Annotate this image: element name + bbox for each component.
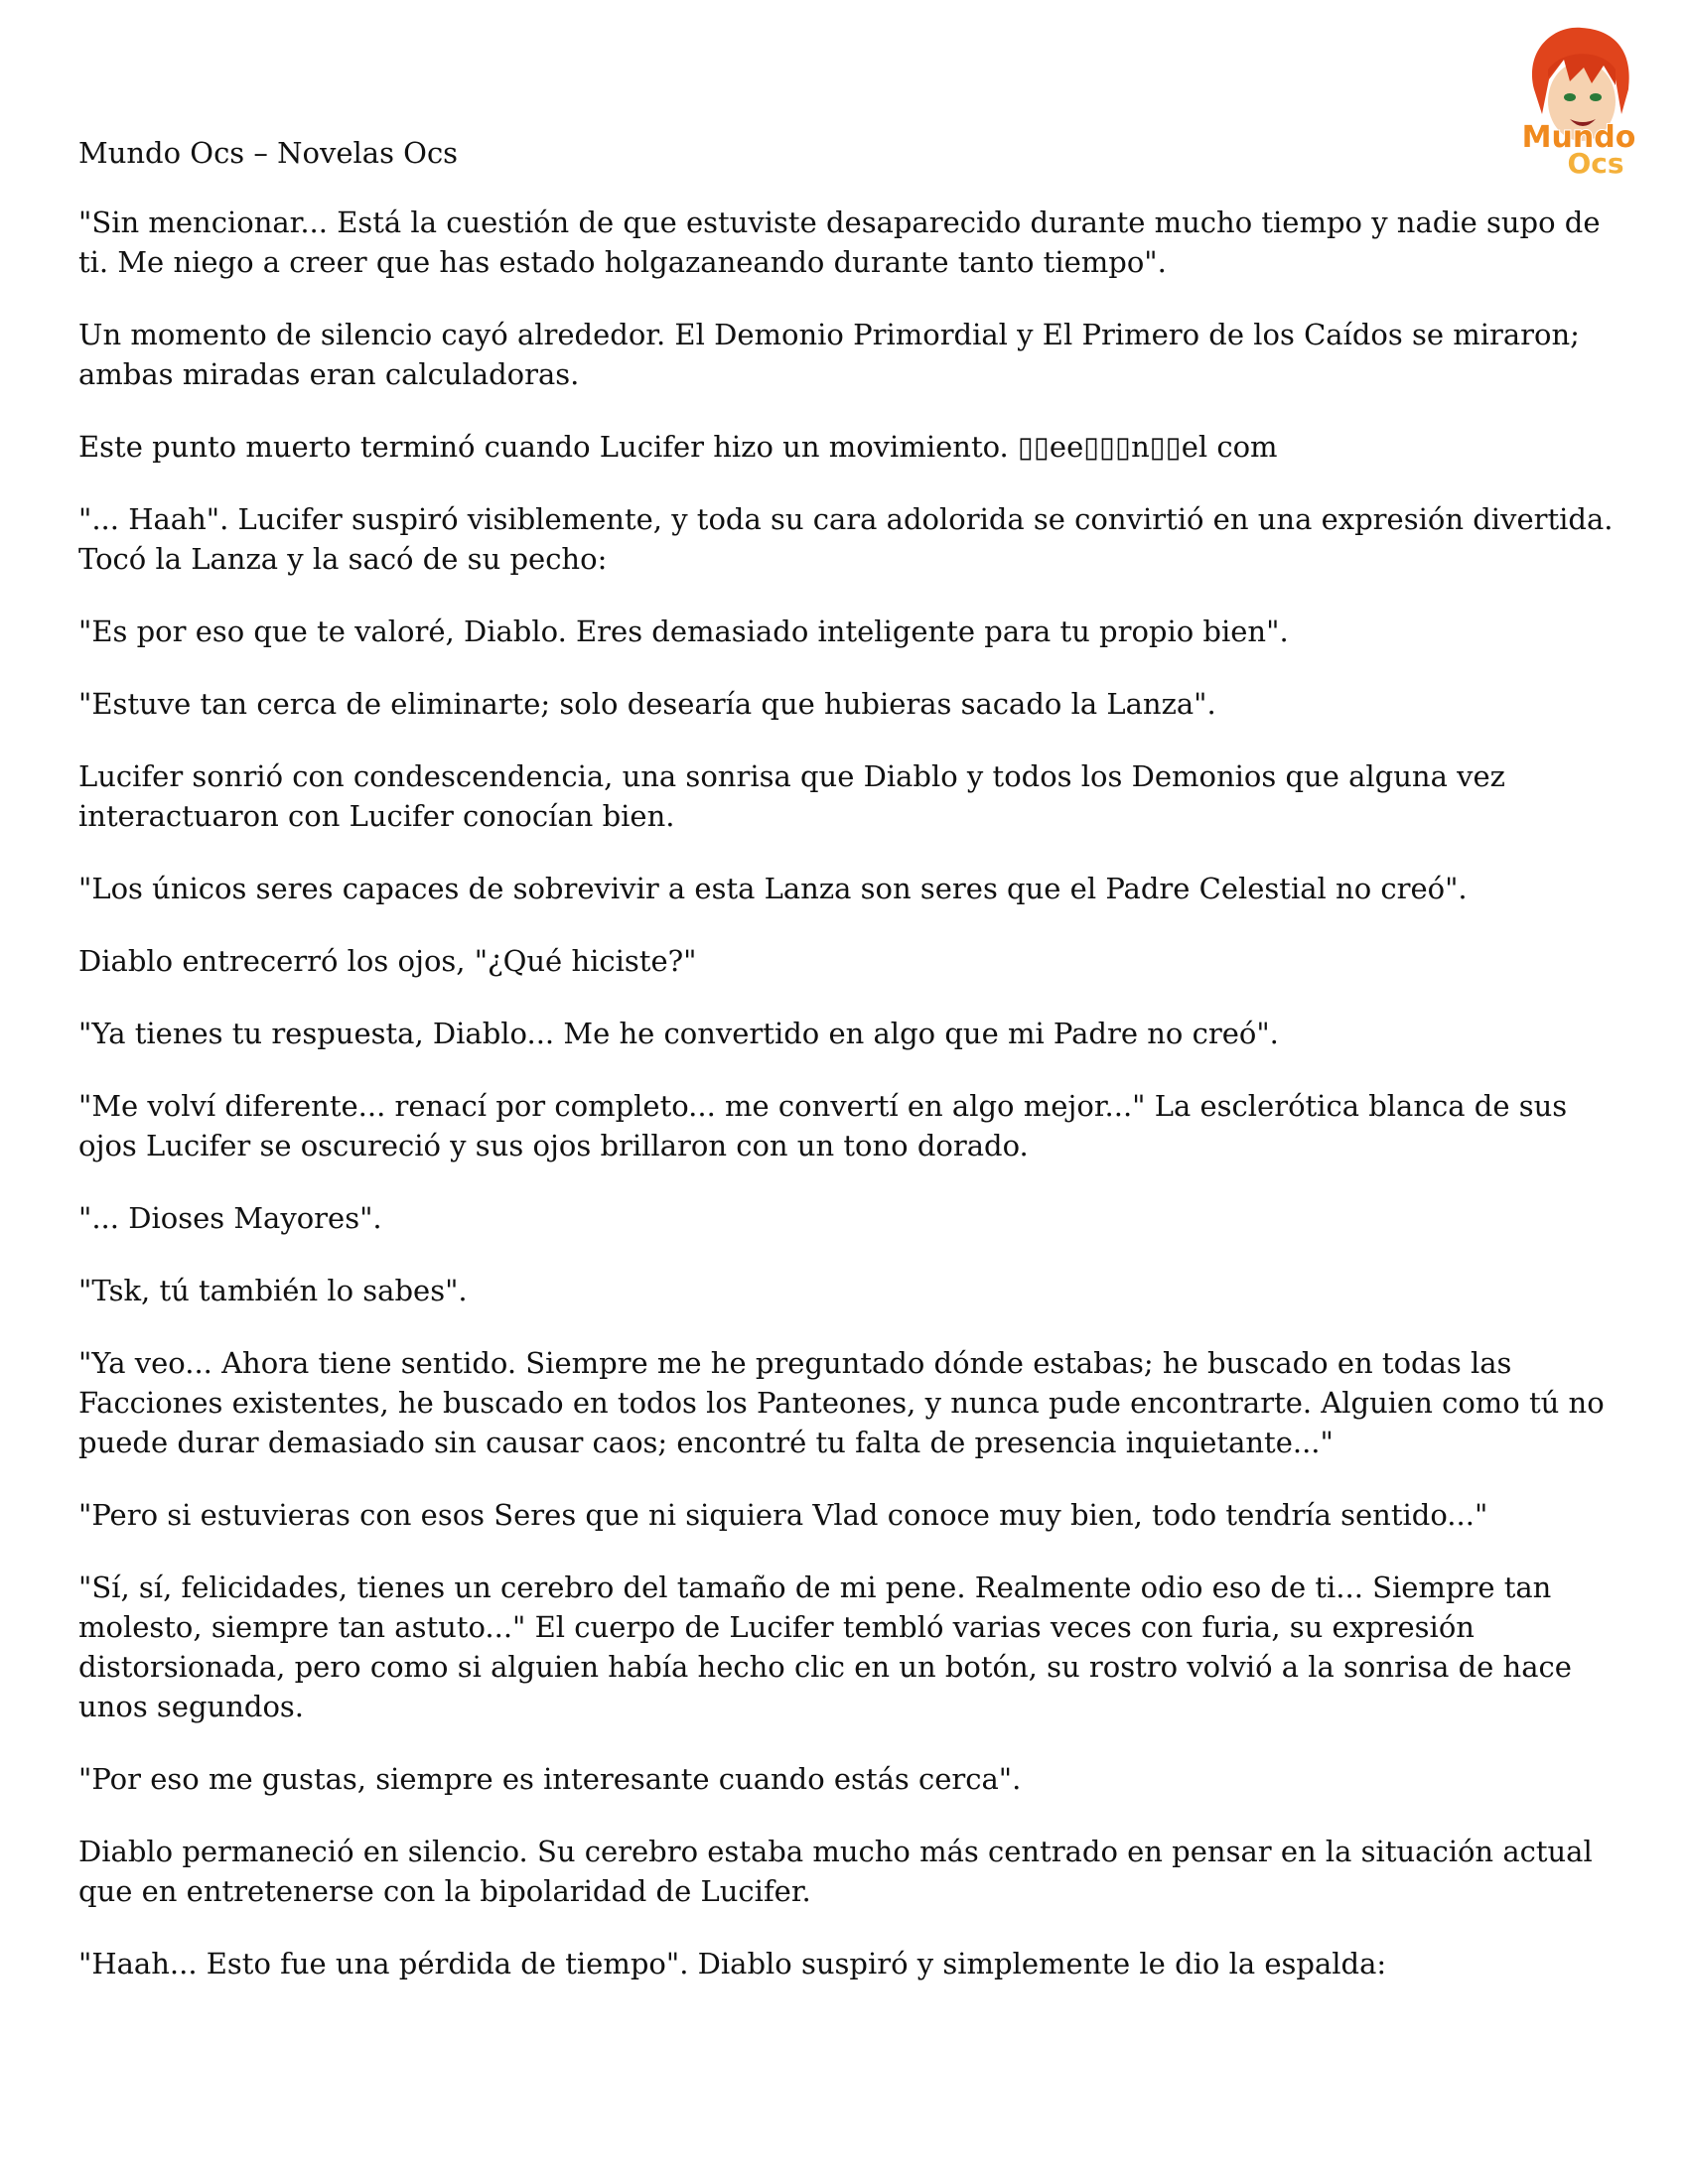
- page-header: Mundo Ocs – Novelas Ocs: [78, 136, 459, 170]
- paragraph: "Pero si estuvieras con esos Seres que ni siquiera Vlad conoce muy bien, todo tendría sentido...": [78, 1498, 1488, 1532]
- paragraph: "Sin mencionar... Está la cuestión de que estuviste desaparecido durante mucho tiempo y nadie supo de ti. Me niego a creer que has estado holgazaneando durante tanto tiempo".: [78, 205, 1601, 279]
- paragraph: Un momento de silencio cayó alrededor. El Demonio Primordial y El Primero de los Caídos se miraron; ambas miradas eran calculadoras.: [78, 318, 1580, 391]
- logo-eye-right: [1590, 93, 1602, 101]
- paragraph: "Tsk, tú también lo sabes".: [78, 1274, 468, 1307]
- paragraph: "Por eso me gustas, siempre es interesante cuando estás cerca".: [78, 1762, 1022, 1796]
- logo-text-top: Mundo: [1521, 120, 1636, 155]
- paragraph: Diablo permaneció en silencio. Su cerebro estaba mucho más centrado en pensar en la situación actual que en entretenerse con la bipolaridad de Lucifer.: [78, 1835, 1593, 1908]
- logo-eye-left: [1564, 93, 1576, 101]
- paragraph: Lucifer sonrió con condescendencia, una sonrisa que Diablo y todos los Demonios que alguna vez interactuaron con Lucifer conocían bien.: [78, 759, 1505, 833]
- paragraph: "Me volví diferente... renací por completo... me convertí en algo mejor..." La esclerótica blanca de sus ojos Lucifer se oscureció y sus ojos brillaron con un tono dorado.: [78, 1089, 1568, 1162]
- paragraph: "Los únicos seres capaces de sobrevivir a esta Lanza son seres que el Padre Celestial no creó".: [78, 872, 1468, 905]
- paragraph: Este punto muerto terminó cuando Lucifer hizo un movimiento. ▯▯ee▯▯▯n▯▯el com: [78, 430, 1278, 464]
- paragraph: "Es por eso que te valoré, Diablo. Eres demasiado inteligente para tu propio bien".: [78, 614, 1289, 648]
- mundo-ocs-logo: [1504, 20, 1653, 179]
- paragraph: "Haah... Esto fue una pérdida de tiempo". Diablo suspiró y simplemente le dio la espalda:: [78, 1947, 1387, 1980]
- paragraph: "Ya tienes tu respuesta, Diablo... Me he convertido en algo que mi Padre no creó".: [78, 1017, 1279, 1050]
- logo-text-bottom: Ocs: [1567, 147, 1624, 179]
- chapter-body: [78, 203, 1627, 2016]
- paragraph: "... Haah". Lucifer suspiró visiblemente, y toda su cara adolorida se convirtió en una expresión divertida. Tocó la Lanza y la sacó de su pecho:: [78, 502, 1614, 576]
- paragraph: "Estuve tan cerca de eliminarte; solo desearía que hubieras sacado la Lanza".: [78, 687, 1216, 721]
- paragraph: "... Dioses Mayores".: [78, 1201, 382, 1235]
- paragraph: "Ya veo... Ahora tiene sentido. Siempre me he preguntado dónde estabas; he buscado en todas las Facciones existentes, he buscado en todos los Panteones, y nunca pude encontrarte. Alguien como tú no puede durar demasiado sin causar caos; encontré tu falta de presencia inquietante...": [78, 1346, 1605, 1459]
- paragraph: Diablo entrecerró los ojos, "¿Qué hiciste?": [78, 944, 697, 978]
- paragraph: "Sí, sí, felicidades, tienes un cerebro del tamaño de mi pene. Realmente odio eso de ti... Siempre tan molesto, siempre tan astuto..." El cuerpo de Lucifer tembló varias veces con furia, su expresión distorsionada, pero como si alguien había hecho clic en un botón, su rostro volvió a la sonrisa de hace unos segundos.: [78, 1570, 1572, 1723]
